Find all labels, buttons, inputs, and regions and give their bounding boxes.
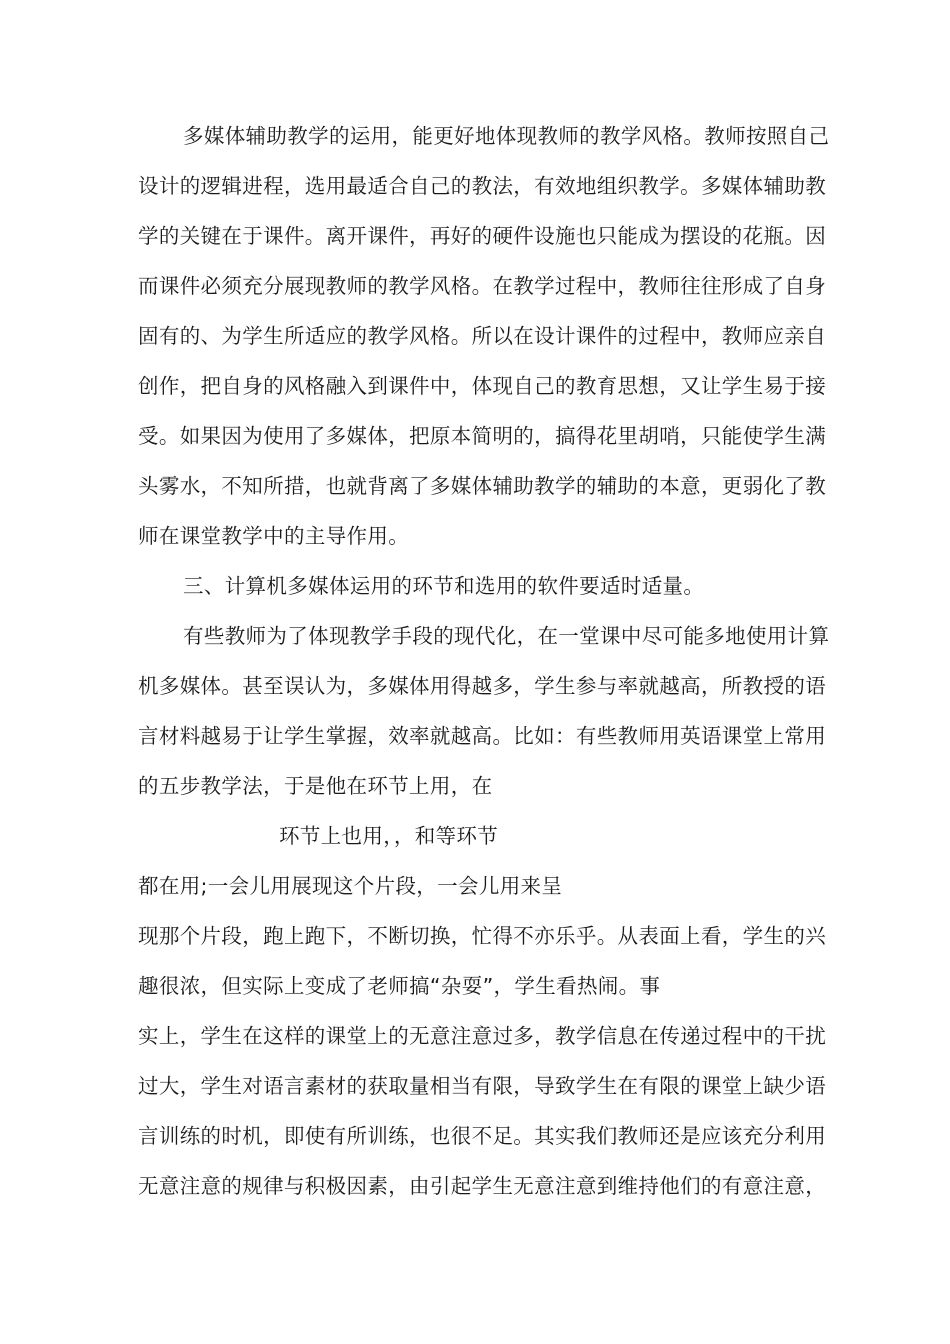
paragraph-line: 头雾水，不知所措，也就背离了多媒体辅助教学的辅助的本意，更弱化了教 [138, 474, 827, 498]
paragraph-line: 趣很浓，但实际上变成了老师搞“杂耍”，学生看热闹。事 [138, 974, 661, 998]
paragraph-line: 多媒体辅助教学的运用，能更好地体现教师的教学风格。教师按照自己 [183, 124, 830, 148]
section-heading: 三、计算机多媒体运用的环节和选用的软件要适时适量。 [183, 574, 705, 598]
paragraph-line: 师在课堂教学中的主导作用。 [138, 524, 410, 548]
paragraph-line: 受。如果因为使用了多媒体，把原本简明的，搞得花里胡哨，只能使学生满 [138, 424, 827, 448]
paragraph-line: 的五步教学法，于是他在环节上用，在 [138, 774, 493, 798]
paragraph-line: 而课件必须充分展现教师的教学风格。在教学过程中，教师往往形成了自身 [138, 274, 827, 298]
paragraph-line: 设计的逻辑进程，选用最适合自己的教法，有效地组织教学。多媒体辅助教 [138, 174, 827, 198]
paragraph-line: 有些教师为了体现教学手段的现代化，在一堂课中尽可能多地使用计算 [183, 624, 830, 648]
paragraph-line: 环节上也用，，和等环节 [279, 824, 499, 848]
paragraph-line: 都在用;一会儿用展现这个片段，一会儿用来呈 [138, 874, 563, 898]
paragraph-line: 现那个片段，跑上跑下，不断切换，忙得不亦乐乎。从表面上看，学生的兴 [138, 924, 827, 948]
paragraph-line: 学的关键在于课件。离开课件，再好的硬件设施也只能成为摆设的花瓶。因 [138, 224, 827, 248]
paragraph-line: 实上，学生在这样的课堂上的无意注意过多，教学信息在传递过程中的干扰 [138, 1024, 827, 1048]
paragraph-line: 无意注意的规律与积极因素，由引起学生无意注意到维持他们的有意注意， [138, 1174, 827, 1198]
paragraph-line: 过大，学生对语言素材的获取量相当有限，导致学生在有限的课堂上缺少语 [138, 1074, 827, 1098]
paragraph-line: 言材料越易于让学生掌握，效率就越高。比如：有些教师用英语课堂上常用 [138, 724, 827, 748]
paragraph-line: 创作，把自身的风格融入到课件中，体现自己的教育思想，又让学生易于接 [138, 374, 827, 398]
paragraph-line: 机多媒体。甚至误认为，多媒体用得越多，学生参与率就越高，所教授的语 [138, 674, 827, 698]
paragraph-line: 固有的、为学生所适应的教学风格。所以在设计课件的过程中，教师应亲自 [138, 324, 827, 348]
paragraph-line: 言训练的时机，即使有所训练，也很不足。其实我们教师还是应该充分利用 [138, 1124, 827, 1148]
